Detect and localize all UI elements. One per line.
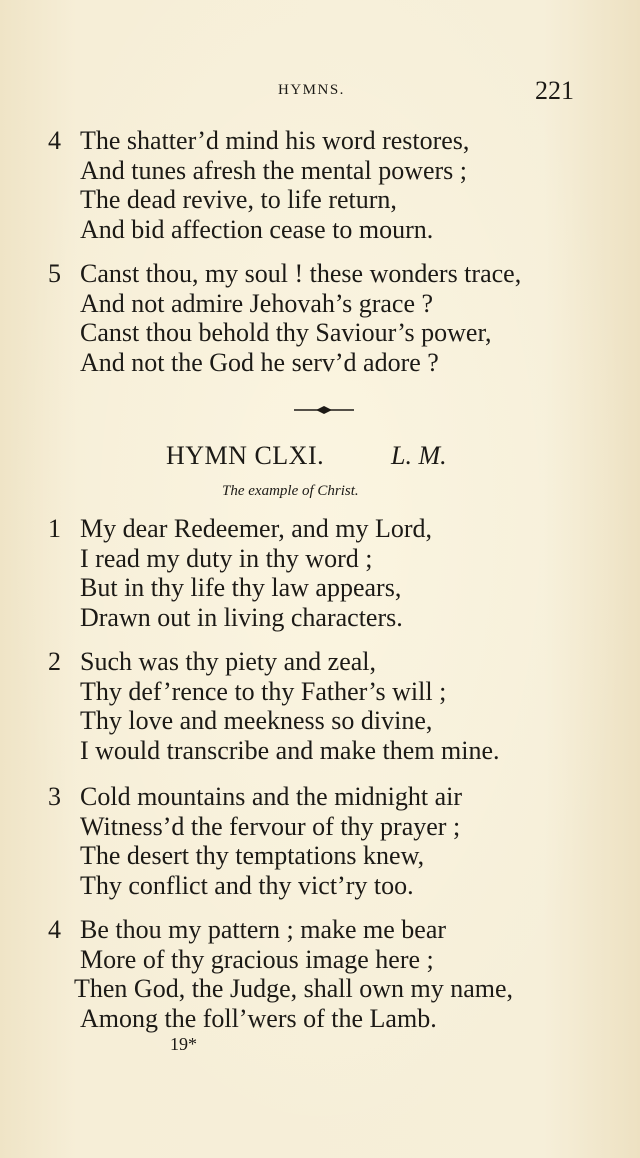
- page-number: 221: [535, 76, 574, 105]
- verse-line: Then God, the Judge, shall own my name,: [74, 974, 514, 1003]
- verse-line: The shatter’d mind his word restores,: [80, 126, 470, 155]
- hymn-subtitle: The example of Christ.: [222, 483, 359, 499]
- verse-line: Thy conflict and thy vict’ry too.: [80, 870, 414, 900]
- verse-line: My dear Redeemer, and my Lord,: [80, 514, 433, 543]
- stanza-lines: [80, 514, 640, 632]
- stanza-lines: [80, 259, 640, 377]
- verse-line: Such was thy piety and zeal,: [80, 647, 377, 676]
- verse-line: Witness’d the fervour of thy prayer ;: [80, 811, 461, 841]
- verse-line: Canst thou behold thy Saviour’s power,: [80, 318, 492, 347]
- verse-line: The desert thy temptations knew,: [80, 841, 425, 870]
- stanza-lines: [80, 647, 640, 765]
- hymn-heading: [0, 441, 640, 477]
- verse-line: And not admire Jehovah’s grace ?: [80, 288, 434, 318]
- verse-line: Thy love and meekness so divine,: [80, 706, 433, 735]
- stanza-number: 4: [48, 126, 61, 155]
- verse-line: Be thou my pattern ; make me bear: [80, 915, 447, 944]
- stanza-lines: [80, 782, 640, 900]
- verse-line: I read my duty in thy word ;: [80, 543, 373, 573]
- verse-line: But in thy life thy law appears,: [80, 573, 402, 602]
- verse-line: Drawn out in living characters.: [80, 602, 403, 632]
- stanza-number: 4: [48, 915, 61, 944]
- hymn-meter: L. M.: [391, 441, 447, 470]
- stanza-lines: [80, 126, 640, 244]
- hymn-number: HYMN CLXI.: [166, 441, 325, 470]
- stanza-number: 1: [48, 514, 61, 543]
- verse-line: I would transcribe and make them mine.: [80, 735, 500, 765]
- verse-line: And bid affection cease to mourn.: [80, 214, 434, 244]
- verse-line: More of thy gracious image here ;: [80, 944, 434, 974]
- verse-line: Cold mountains and the midnight air: [80, 782, 463, 811]
- signature-mark: 19*: [170, 1034, 197, 1054]
- verse-line: The dead revive, to life return,: [80, 185, 397, 214]
- stanza-lines: [74, 915, 640, 1033]
- verse-line: Among the foll’wers of the Lamb.: [80, 1003, 437, 1033]
- verse-line: Canst thou, my soul ! these wonders trace,: [80, 259, 522, 288]
- running-head: [0, 76, 640, 106]
- verse-line: Thy def’rence to thy Father’s will ;: [80, 676, 447, 706]
- verse-line: And not the God he serv’d adore ?: [80, 347, 439, 377]
- stanza-number: 3: [48, 782, 61, 811]
- verse-line: And tunes afresh the mental powers ;: [80, 155, 468, 185]
- running-title: HYMNS.: [278, 82, 345, 98]
- ornamental-divider: [292, 404, 356, 416]
- stanza-number: 2: [48, 647, 61, 676]
- stanza-number: 5: [48, 259, 61, 288]
